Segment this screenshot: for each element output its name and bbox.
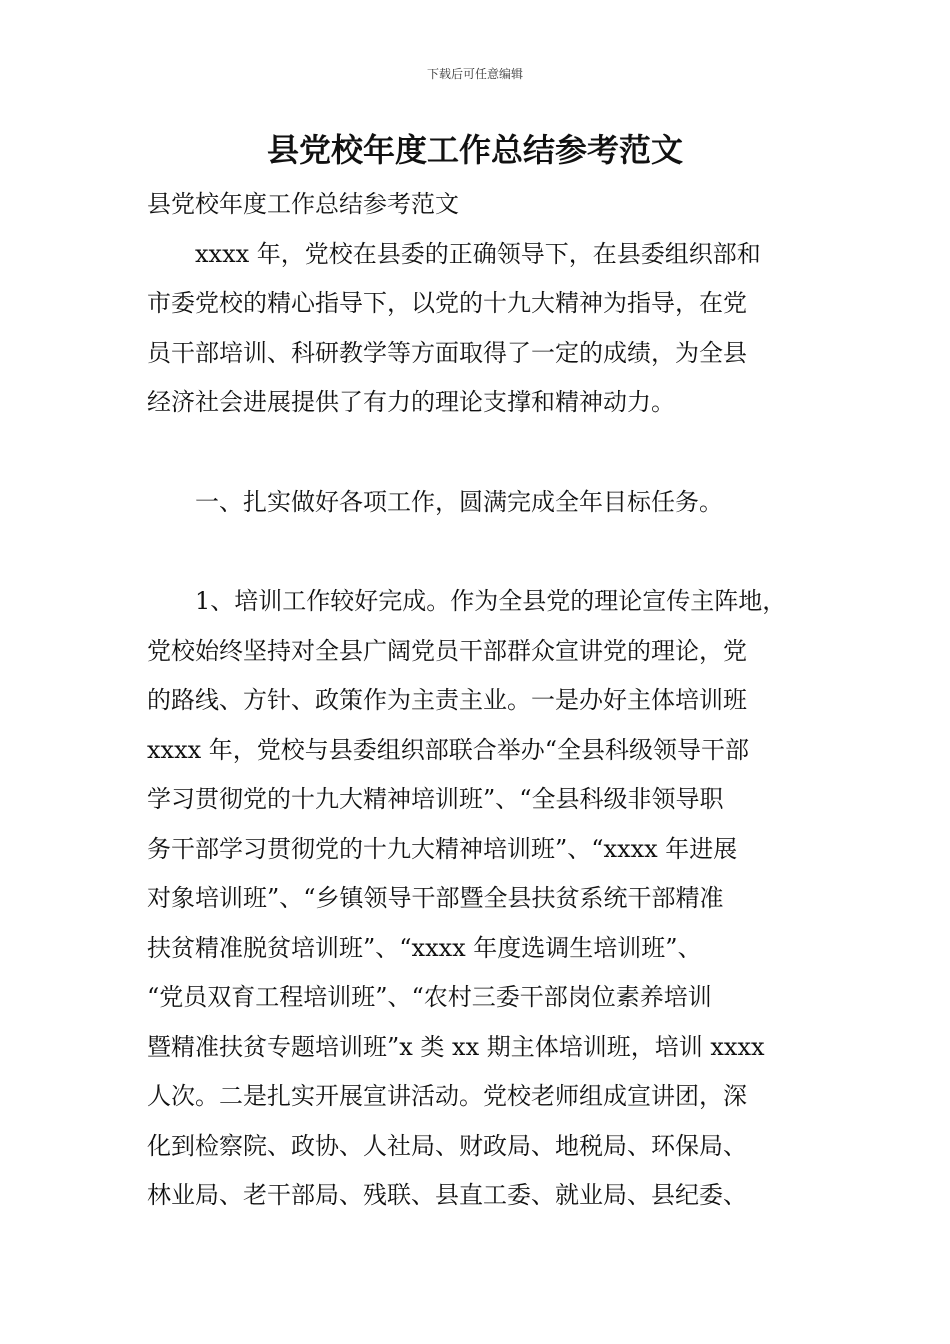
item-1-line-11: 人次。二是扎实开展宣讲活动。党校老师组成宣讲团，深 (147, 1082, 747, 1110)
item-1-line-2: 党校始终坚持对全县广阔党员干部群众宣讲党的理论，党 (147, 636, 747, 665)
intro-line-3: 员干部培训、科研教学等方面取得了一定的成绩，为全县 (147, 338, 747, 367)
document-body (147, 180, 827, 1221)
item-1-line-1: 1、培训工作较好完成。作为全县党的理论宣传主阵地， (195, 587, 787, 615)
intro-line-4: 经济社会进展提供了有力的理论支撑和精神动力。 (147, 388, 675, 416)
item-1-line-13: 林业局、老干部局、残联、县直工委、就业局、县纪委、 (147, 1181, 747, 1209)
item-1-line-5: 学习贯彻党的十九大精神培训班”、“全县科级非领导职 (147, 785, 724, 813)
item-1-line-9: “党员双育工程培训班”、“农村三委干部岗位素养培训 (147, 983, 712, 1011)
item-1-line-3: 的路线、方针、政策作为主责主业。一是办好主体培训班 (147, 686, 747, 714)
item-1-line-10: 暨精准扶贫专题培训班”x 类 xx 期主体培训班，培训 xxxx (147, 1032, 765, 1061)
document-title: 县党校年度工作总结参考范文 (266, 131, 683, 169)
item-1-line-8: 扶贫精准脱贫培训班”、“xxxx 年度选调生培训班”、 (147, 933, 702, 962)
item-1-line-4: xxxx 年，党校与县委组织部联合举办“全县科级领导干部 (147, 735, 750, 764)
section-1-heading: 一、扎实做好各项工作，圆满完成全年目标任务。 (195, 487, 723, 516)
paragraph-gap (147, 428, 827, 478)
item-1-line-12: 化到检察院、政协、人社局、财政局、地税局、环保局、 (147, 1131, 747, 1160)
header-note: 下载后可任意编辑 (426, 67, 523, 81)
intro-line-2: 市委党校的精心指导下，以党的十九大精神为指导，在党 (147, 289, 747, 317)
intro-line-1: xxxx 年，党校在县委的正确领导下，在县委组织部和 (195, 239, 761, 268)
item-1-line-7: 对象培训班”、“乡镇领导干部暨全县扶贫系统干部精准 (147, 884, 724, 912)
paragraph-gap (147, 527, 827, 577)
document-subtitle: 县党校年度工作总结参考范文 (147, 190, 459, 218)
item-1-line-6: 务干部学习贯彻党的十九大精神培训班”、“xxxx 年进展 (147, 834, 738, 863)
